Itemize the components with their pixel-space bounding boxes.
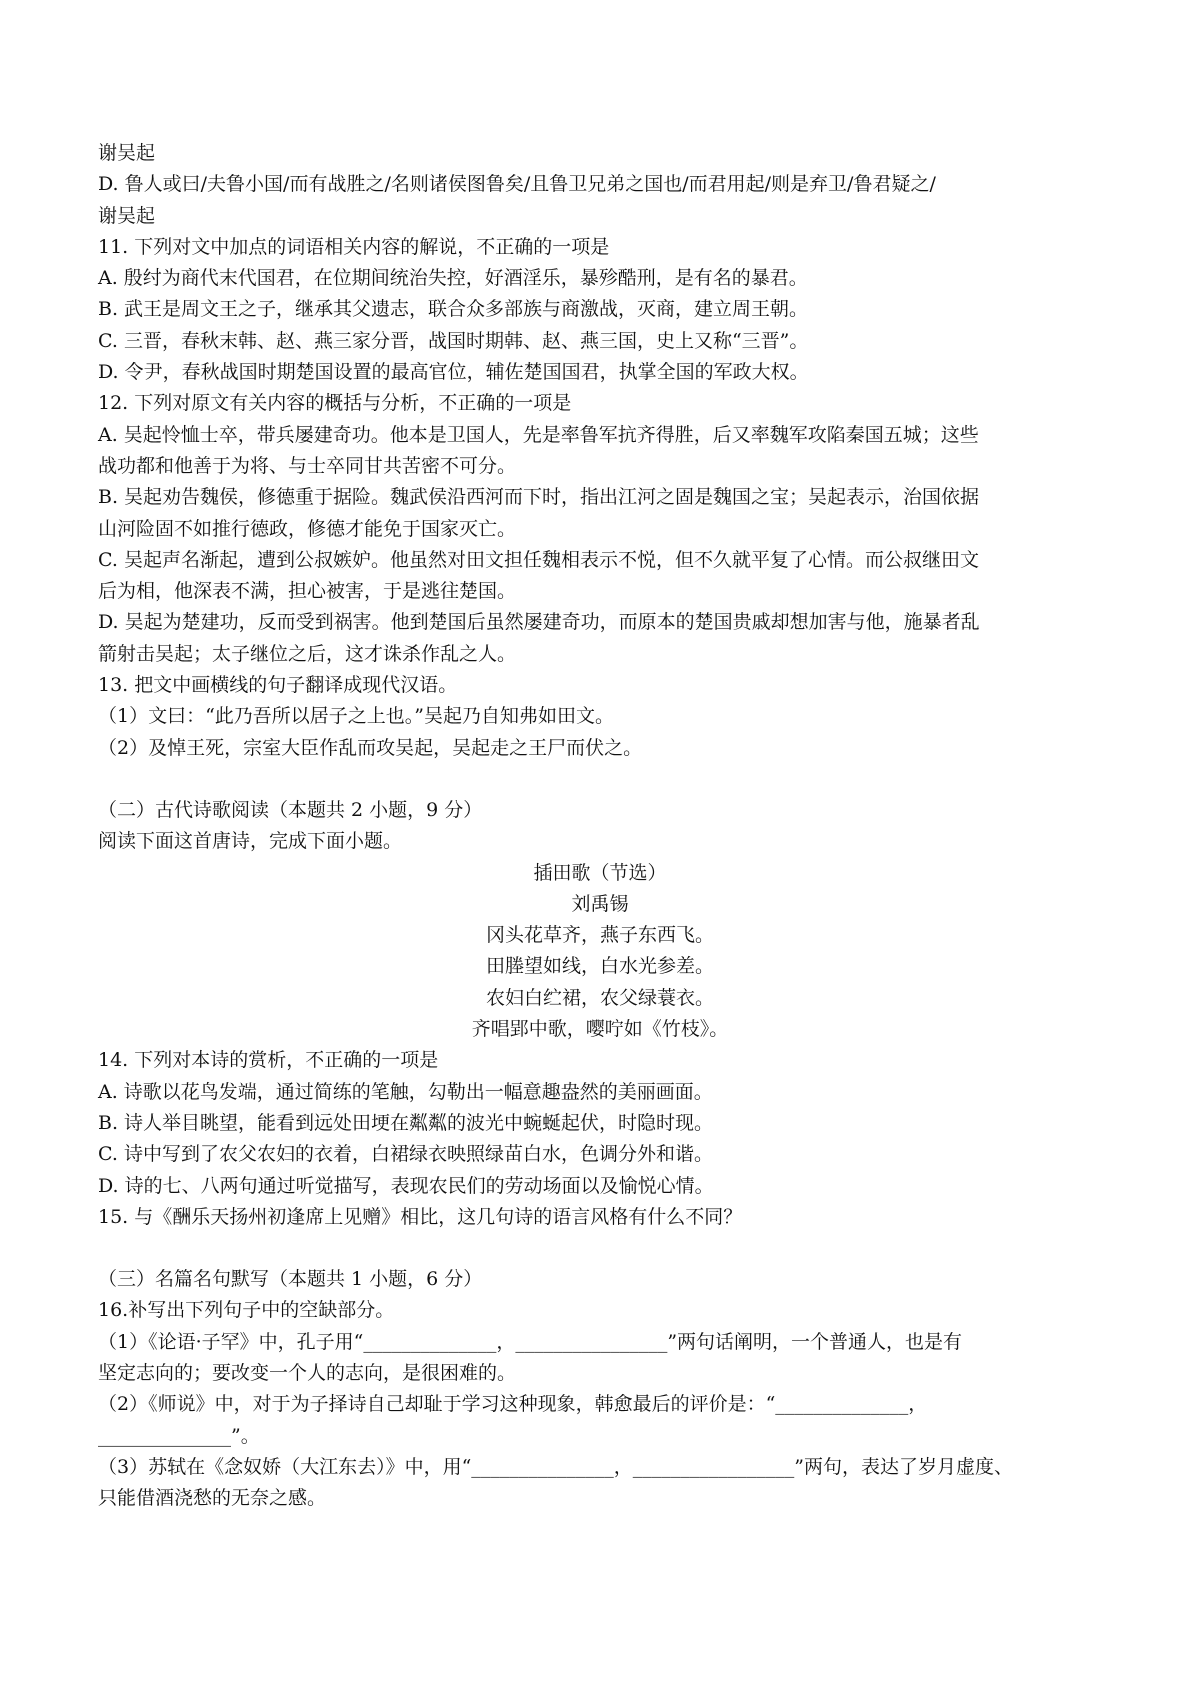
q16-item1-line1: （1）《论语·子罕》中，孔子用“______________，________________”两句话阐明，一个普通人，也是有 <box>98 1330 963 1353</box>
poem-verse: 田塍望如线，白水光参差。 <box>485 955 714 978</box>
q11-stem: 11. 下列对文中加点的词语相关内容的解说，不正确的一项是 <box>98 235 610 258</box>
q14-option-a: A. 诗歌以花鸟发端，通过简练的笔触，勾勒出一幅意趣盎然的美丽画面。 <box>98 1080 713 1103</box>
section2-heading: （二）古代诗歌阅读（本题共 2 小题，9 分） <box>98 798 483 821</box>
q10-option-d: D. 鲁人或曰/夫鲁小国/而有战胜之/名则诸侯图鲁矣/且鲁卫兄弟之国也/而君用起/则是弃卫/鲁君疑之/ <box>98 173 936 196</box>
poem-title: 插田歌（节选） <box>533 861 667 884</box>
q13-item-1: （1）文曰：“此乃吾所以居子之上也。”吴起乃自知弗如田文。 <box>98 705 615 728</box>
q12-option-d-line2: 箭射击吴起；太子继位之后，这才诛杀作乱之人。 <box>98 642 517 665</box>
q11-option-c: C. 三晋，春秋末韩、赵、燕三家分晋，战国时期韩、赵、燕三国，史上又称“三晋”。 <box>98 329 809 352</box>
section2-intro: 阅读下面这首唐诗，完成下面小题。 <box>98 830 403 853</box>
q12-option-b-line1: B. 吴起劝告魏侯，修德重于据险。魏武侯沿西河而下时，指出江河之固是魏国之宝；吴起表示，治国依据 <box>98 486 980 509</box>
q11-option-b: B. 武王是周文王之子，继承其父遗志，联合众多部族与商激战，灭商，建立周王朝。 <box>98 298 809 321</box>
q10-option-d-end: 谢吴起 <box>98 204 156 227</box>
poem-verse: 农妇白纻裙，农父绿蓑衣。 <box>485 986 714 1009</box>
q12-option-c-line1: C. 吴起声名渐起，遭到公叔嫉妒。他虽然对田文担任魏相表示不悦，但不久就平复了心情。而公叔继田文 <box>98 548 979 571</box>
q10-option-c-end: 谢吴起 <box>98 142 156 164</box>
q14-option-b: B. 诗人举目眺望，能看到远处田埂在粼粼的波光中蜿蜒起伏，时隐时现。 <box>98 1111 714 1134</box>
q12-option-c-line2: 后为相，他深表不满，担心被害，于是逃往楚国。 <box>98 580 517 603</box>
q16-stem: 16.补写出下列句子中的空缺部分。 <box>98 1299 395 1322</box>
poem-verse: 齐唱郢中歌，嘤咛如《竹枝》。 <box>471 1018 729 1041</box>
poem-author: 刘禹锡 <box>571 892 629 915</box>
spacer <box>98 764 1102 795</box>
q14-option-c: C. 诗中写到了农父农妇的衣着，白裙绿衣映照绿苗白水，色调分外和谐。 <box>98 1143 713 1166</box>
q14-stem: 14. 下列对本诗的赏析，不正确的一项是 <box>98 1049 439 1072</box>
q16-item3-line2: 只能借酒浇愁的无奈之感。 <box>98 1487 327 1510</box>
exam-page <box>98 138 1102 1514</box>
q13-stem: 13. 把文中画横线的句子翻译成现代汉语。 <box>98 674 458 697</box>
q16-item1-line2: 坚定志向的；要改变一个人的志向，是很困难的。 <box>98 1361 517 1384</box>
q16-item2-line2: ______________”。 <box>98 1424 260 1447</box>
section3-heading: （三）名篇名句默写（本题共 1 小题，6 分） <box>98 1268 483 1291</box>
q12-option-d-line1: D. 吴起为楚建功，反而受到祸害。他到楚国后虽然屡建奇功，而原本的楚国贵戚却想加害与他，施暴者乱 <box>98 611 980 634</box>
q12-option-b-line2: 山河险固不如推行德政，修德才能免于国家灭亡。 <box>98 517 517 540</box>
poem-block <box>98 858 1102 1046</box>
q11-option-a: A. 殷纣为商代末代国君，在位期间统治失控，好酒淫乐，暴殄酷刑，是有名的暴君。 <box>98 267 808 290</box>
q11-option-d: D. 令尹，春秋战国时期楚国设置的最高官位，辅佐楚国国君，执掌全国的军政大权。 <box>98 361 809 384</box>
q16-item3-line1: （3）苏轼在《念奴娇（大江东去）》中，用“_______________，_________________”两句，表达了岁月虚度、 <box>98 1455 1014 1478</box>
spacer <box>98 1233 1102 1264</box>
q15-stem: 15. 与《酬乐天扬州初逢席上见赠》相比，这几句诗的语言风格有什么不同？ <box>98 1205 743 1228</box>
poem-verse: 冈头花草齐，燕子东西飞。 <box>485 924 714 947</box>
q12-option-a-line2: 战功都和他善于为将、与士卒同甘共苦密不可分。 <box>98 454 517 477</box>
q13-item-2: （2）及悼王死，宗室大臣作乱而攻吴起，吴起走之王尸而伏之。 <box>98 736 643 759</box>
q12-stem: 12. 下列对原文有关内容的概括与分析，不正确的一项是 <box>98 392 572 415</box>
q14-option-d: D. 诗的七、八两句通过听觉描写，表现农民们的劳动场面以及愉悦心情。 <box>98 1174 714 1197</box>
q12-option-a-line1: A. 吴起怜恤士卒，带兵屡建奇功。他本是卫国人，先是率鲁军抗齐得胜，后又率魏军攻陷秦国五城；这些 <box>98 423 979 446</box>
q16-item2-line1: （2）《师说》中，对于为子择诗自己却耻于学习这种现象，韩愈最后的评价是：“______________， <box>98 1393 928 1416</box>
